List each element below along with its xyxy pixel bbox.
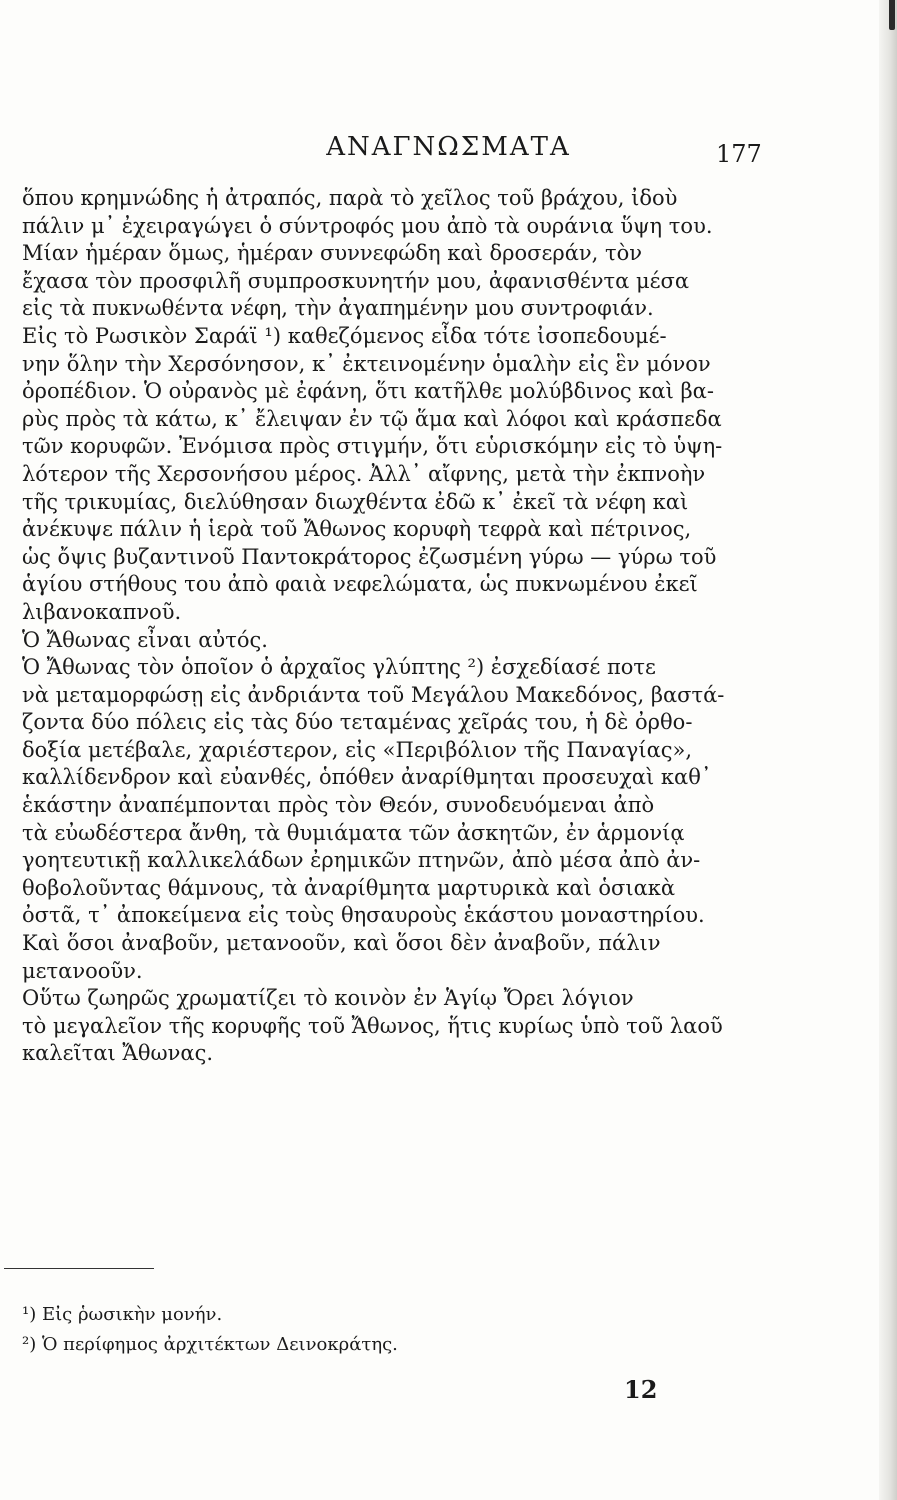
- text-line: καλεῖται Ἄθωνας.: [22, 1041, 213, 1066]
- text-line: Καὶ ὅσοι ἀναβοῦν, μετανοοῦν, καὶ ὅσοι δὲν ἀναβοῦν, πάλιν: [22, 931, 661, 956]
- text-line: ὀστᾶ, τ᾽ ἀποκείμενα εἰς τοὺς θησαυροὺς ἑκάστου μοναστηρίου.: [22, 903, 705, 928]
- text-line: ὅπου κρημνώδης ἡ ἀτραπός, παρὰ τὸ χεῖλος τοῦ βράχου, ἰδοὺ: [22, 186, 678, 210]
- text-line: Ὁ Ἄθωνας εἶναι αὐτός.: [22, 627, 268, 652]
- text-line: Εἰς τὸ Ρωσικὸν Σαράϊ ¹) καθεζόμενος εἶδα τότε ἰσοπεδουμέ-: [22, 323, 667, 348]
- body-text: [22, 185, 762, 1068]
- page-edge: [879, 0, 897, 1500]
- text-line: λότερον τῆς Χερσονήσου μέρος. Ἀλλ᾽ αἴφνης, μετὰ τὴν ἐκπνοὴν: [22, 461, 706, 486]
- text-line: μετανοοῦν.: [22, 958, 143, 983]
- text-line: ὀροπέδιον. Ὁ οὐρανὸς μὲ ἐφάνη, ὅτι κατῆλθε μολύβδινος καὶ βα-: [22, 379, 714, 404]
- text-line: ζοντα δύο πόλεις εἰς τὰς δύο τεταμένας χεῖράς του, ἡ δὲ ὀρθο-: [22, 710, 693, 735]
- text-line: τὸ μεγαλεῖον τῆς κορυφῆς τοῦ Ἄθωνος, ἥτις κυρίως ὑπὸ τοῦ λαοῦ: [22, 1013, 723, 1038]
- text-line: ρὺς πρὸς τὰ κάτω, κ᾽ ἔλειψαν ἐν τῷ ἅμα καὶ λόφοι καὶ κράσπεδα: [22, 406, 722, 431]
- footnotes: [22, 1300, 398, 1360]
- footnote: ²) Ὁ περίφημος ἀρχιτέκτων Δεινοκράτης.: [22, 1334, 398, 1355]
- text-line: νην ὅλην τὴν Χερσόνησον, κ᾽ ἐκτεινομένην ὁμαλὴν εἰς ἓν μόνον: [22, 351, 711, 376]
- page-number: 177: [716, 140, 762, 168]
- text-line: ἁγίου στήθους του ἀπὸ φαιὰ νεφελώματα, ὡς πυκνωμένου ἐκεῖ: [22, 572, 698, 597]
- text-line: Οὕτω ζωηρῶς χρωματίζει τὸ κοινὸν ἐν Ἁγίῳ Ὄρει λόγιον: [22, 986, 634, 1011]
- text-line: ἔχασα τὸν προσφιλῆ συμπροσκυνητήν μου, ἀφανισθέντα μέσα: [22, 268, 690, 293]
- text-line: θοβολοῦντας θάμνους, τὰ ἀναρίθμητα μαρτυρικὰ καὶ ὁσιακὰ: [22, 875, 676, 900]
- text-line: τῶν κορυφῶν. Ἐνόμισα πρὸς στιγμήν, ὅτι εὑρισκόμην εἰς τὸ ὑψη-: [22, 434, 723, 459]
- text-line: λιβανοκαπνοῦ.: [22, 599, 182, 624]
- running-title: ΑΝΑΓΝΩΣΜΑΤΑ: [326, 132, 571, 162]
- text-line: τῆς τρικυμίας, διελύθησαν διωχθέντα ἐδῶ κ᾽ ἐκεῖ τὰ νέφη καὶ: [22, 489, 689, 514]
- text-line: ὡς ὄψις βυζαντινοῦ Παντοκράτορος ἐζωσμένη γύρω — γύρω τοῦ: [22, 544, 717, 569]
- text-line: δοξία μετέβαλε, χαριέστερον, εἰς «Περιβόλιον τῆς Παναγίας»,: [22, 737, 693, 762]
- text-line: εἰς τὰ πυκνωθέντα νέφη, τὴν ἀγαπημένην μου συντροφιάν.: [22, 296, 654, 321]
- text-line: γοητευτικῇ καλλικελάδων ἐρημικῶν πτηνῶν, ἀπὸ μέσα ἀπὸ ἀν-: [22, 848, 701, 873]
- footnote: ¹) Εἰς ῥωσικὴν μονήν.: [22, 1304, 223, 1325]
- footnote-rule: [4, 1268, 154, 1269]
- signature-mark: 12: [624, 1375, 658, 1404]
- text-line: Ὁ Ἄθωνας τὸν ὁποῖον ὁ ἀρχαῖος γλύπτης ²) ἐσχεδίασέ ποτε: [22, 655, 656, 680]
- text-line: νὰ μεταμορφώσῃ εἰς ἀνδριάντα τοῦ Μεγάλου Μακεδόνος, βαστά-: [22, 682, 725, 707]
- text-line: πάλιν μ᾽ ἐχειραγώγει ὁ σύντροφός μου ἀπὸ τὰ ουράνια ὕψη του.: [22, 213, 713, 238]
- text-line: Μίαν ἡμέραν ὅμως, ἡμέραν συννεφώδη καὶ δροσεράν, τὸν: [22, 241, 643, 266]
- text-line: ἀνέκυψε πάλιν ἡ ἱερὰ τοῦ Ἄθωνος κορυφὴ τεφρὰ καὶ πέτρινος,: [22, 517, 692, 542]
- text-line: καλλίδενδρον καὶ εὐανθές, ὁπόθεν ἀναρίθμηται προσευχαὶ καθ᾽: [22, 765, 712, 790]
- text-line: ἑκάστην ἀναπέμπονται πρὸς τὸν Θεόν, συνοδευόμεναι ἀπὸ: [22, 793, 655, 818]
- edge-mark: [889, 0, 895, 30]
- text-line: τὰ εὐωδέστερα ἄνθη, τὰ θυμιάματα τῶν ἀσκητῶν, ἐν ἁρμονίᾳ: [22, 820, 685, 845]
